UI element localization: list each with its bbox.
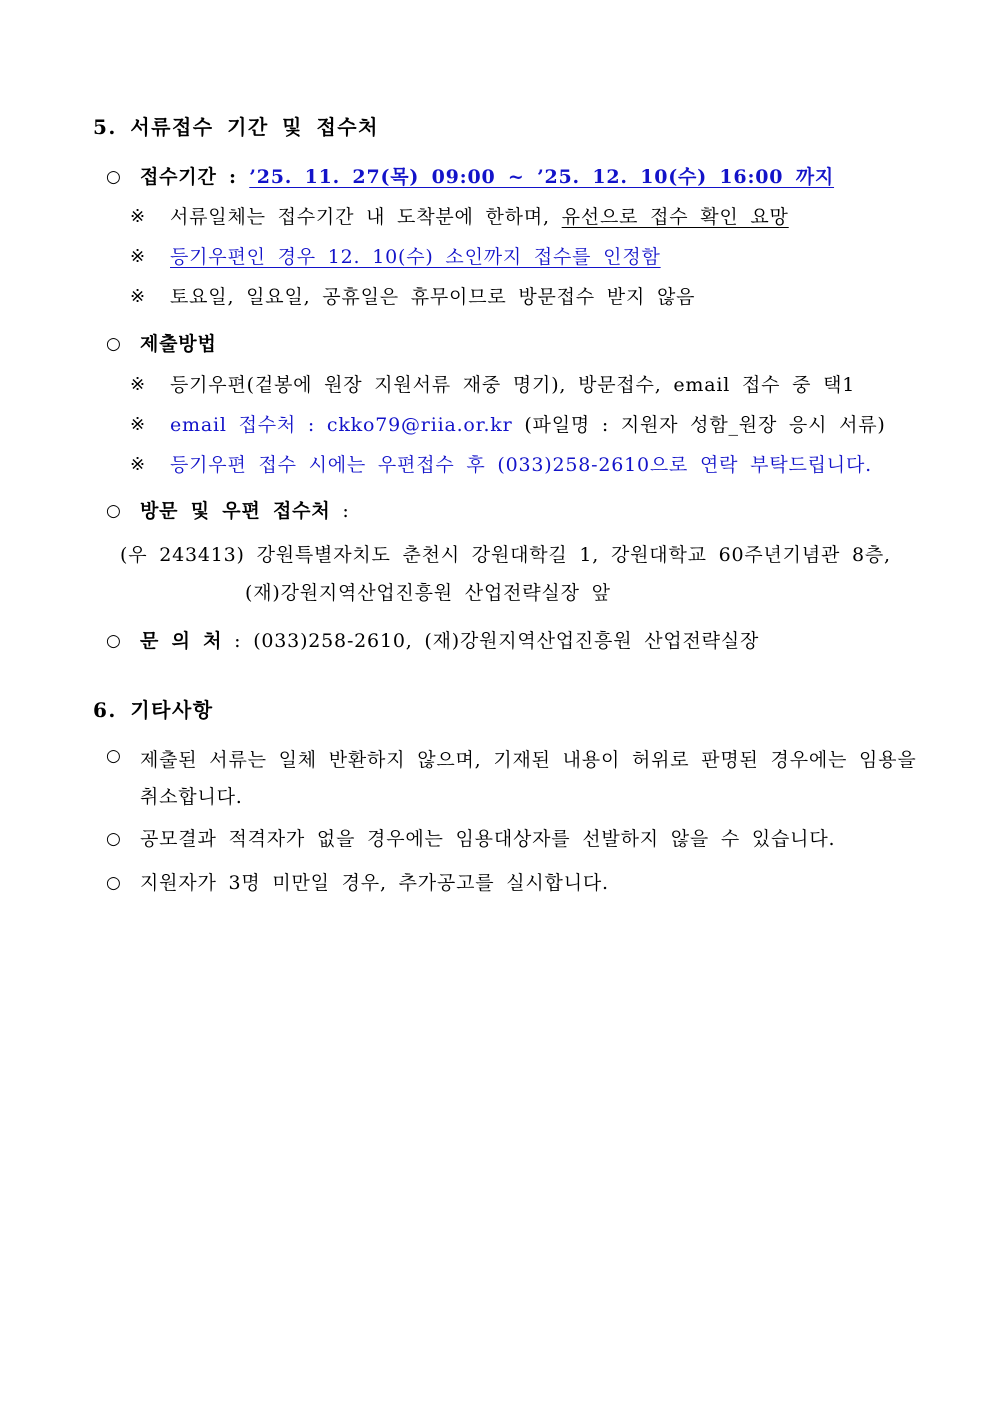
etc-item-reannounce-row bbox=[106, 869, 609, 897]
note-holiday-text: 토요일, 일요일, 공휴일은 휴무이므로 방문접수 받지 않음 bbox=[170, 286, 696, 308]
reception-period-label: 접수기간 bbox=[140, 166, 217, 188]
email-address: email 접수처 : ckko79@riia.or.kr bbox=[170, 414, 513, 436]
address-line1: (우 243413) 강원특별자치도 춘천시 강원대학길 1, 강원대학교 60주년기념관 8층, bbox=[120, 544, 891, 566]
address-line2: (재)강원지역산업진흥원 산업전략실장 앞 bbox=[245, 582, 611, 604]
note-email-row bbox=[130, 411, 886, 439]
reference-mark: ※ bbox=[130, 414, 146, 435]
reception-period-text bbox=[140, 163, 834, 191]
etc-item-return-row bbox=[106, 742, 918, 816]
reception-period-row bbox=[106, 163, 834, 191]
note-options-text: 등기우편(겉봉에 원장 지원서류 재중 명기), 방문접수, email 접수 중 택1 bbox=[170, 374, 856, 396]
contact-row bbox=[106, 627, 759, 655]
visit-mail-address-label: 방문 및 우편 접수처 bbox=[140, 500, 331, 522]
etc-item-return-text: 제출된 서류는 일체 반환하지 않으며, 기재된 내용이 허위로 판명된 경우에는 임용을 취소합니다. bbox=[140, 749, 917, 808]
note-arrival-text bbox=[170, 203, 789, 231]
note-arrival-prefix: 서류일체는 접수기간 내 도착분에 한하며, bbox=[170, 206, 562, 228]
etc-item-reannounce-text: 지원자가 3명 미만일 경우, 추가공고를 실시합니다. bbox=[140, 872, 609, 894]
reference-mark: ※ bbox=[130, 454, 146, 475]
section5-heading: 5. 서류접수 기간 및 접수처 bbox=[93, 115, 379, 139]
circle-bullet: ○ bbox=[106, 746, 122, 766]
note-holiday-row bbox=[130, 283, 695, 311]
submission-method-label: 제출방법 bbox=[140, 333, 217, 355]
note-registered-mail-text: 등기우편인 경우 12. 10(수) 소인까지 접수를 인정함 bbox=[170, 246, 661, 268]
note-arrival-row bbox=[130, 203, 789, 231]
note-registered-mail-row bbox=[130, 243, 661, 271]
reception-period-separator: : bbox=[216, 166, 250, 188]
note-arrival-underlined: 유선으로 접수 확인 요망 bbox=[561, 206, 789, 228]
visit-mail-address-colon: : bbox=[330, 500, 350, 522]
visit-mail-address-row bbox=[106, 497, 350, 525]
circle-bullet: ○ bbox=[106, 334, 122, 354]
note-mail-contact-row bbox=[130, 451, 872, 479]
contact-separator: : bbox=[222, 630, 254, 652]
contact-value: (033)258-2610, (재)강원지역산업진흥원 산업전략실장 bbox=[253, 630, 760, 652]
reference-mark: ※ bbox=[130, 246, 146, 267]
contact-text bbox=[140, 627, 759, 655]
circle-bullet: ○ bbox=[106, 873, 122, 893]
etc-item-no-selection-text: 공모결과 적격자가 없을 경우에는 임용대상자를 선발하지 않을 수 있습니다. bbox=[140, 828, 836, 850]
reference-mark: ※ bbox=[130, 374, 146, 395]
contact-label: 문 의 처 bbox=[140, 630, 223, 652]
note-options-row bbox=[130, 371, 855, 399]
circle-bullet: ○ bbox=[106, 829, 122, 849]
section6-heading: 6. 기타사항 bbox=[93, 698, 214, 722]
note-email-text bbox=[170, 411, 886, 439]
circle-bullet: ○ bbox=[106, 631, 122, 651]
reference-mark: ※ bbox=[130, 286, 146, 307]
reception-period-value: ’25. 11. 27(목) 09:00 ~ ’25. 12. 10(수) 16:00 까지 bbox=[249, 166, 835, 188]
etc-item-no-selection-row bbox=[106, 825, 835, 853]
visit-mail-address-text bbox=[140, 497, 350, 525]
reference-mark: ※ bbox=[130, 206, 146, 227]
note-mail-contact-text: 등기우편 접수 시에는 우편접수 후 (033)258-2610으로 연락 부탁드립니다. bbox=[170, 454, 872, 476]
submission-method-row bbox=[106, 330, 217, 358]
email-filename-hint: (파일명 : 지원자 성함_원장 응시 서류) bbox=[512, 414, 886, 436]
circle-bullet: ○ bbox=[106, 167, 122, 187]
circle-bullet: ○ bbox=[106, 501, 122, 521]
